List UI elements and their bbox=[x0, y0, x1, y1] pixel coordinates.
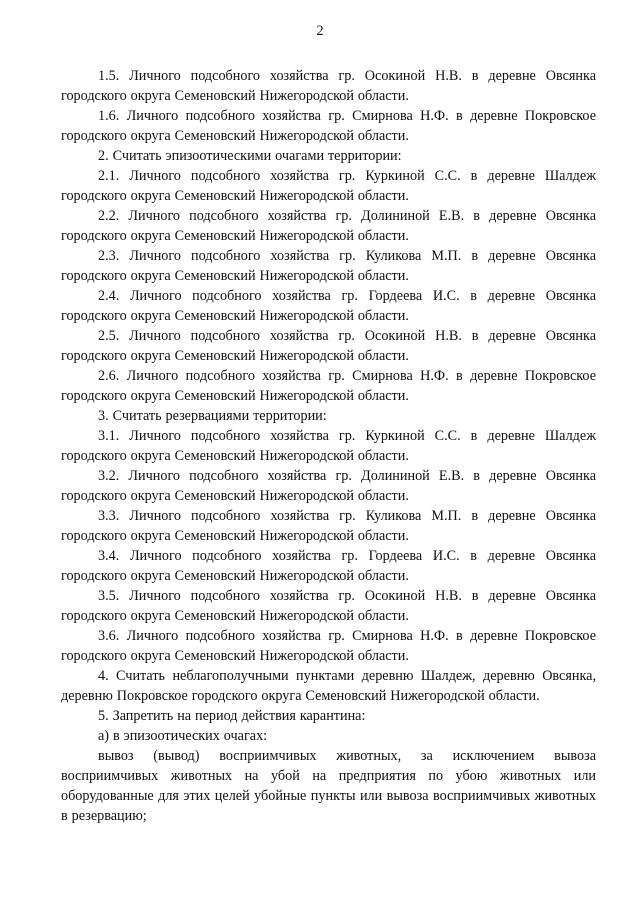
list-item-text: Личного подсобного хозяйства гр. Осокиной Н.В. в деревне Овсянка bbox=[129, 588, 596, 604]
list-item-text: Личного подсобного хозяйства гр. Гордеева И.С. в деревне Овсянка bbox=[129, 288, 597, 304]
list-item-number: 2.6. bbox=[98, 368, 120, 384]
list-item-second-line: городского округа Семеновский Нижегородской области. bbox=[61, 528, 409, 544]
page-number: 2 bbox=[316, 23, 324, 39]
list-item-first-line bbox=[61, 626, 596, 646]
list-item bbox=[61, 466, 596, 506]
list-item-text: Личного подсобного хозяйства гр. Смирнова Н.Ф. в деревне Покровское bbox=[126, 108, 596, 124]
list-item-first-line bbox=[61, 326, 596, 346]
list-item bbox=[61, 286, 596, 326]
list-item-number: 3.5. bbox=[98, 588, 120, 604]
list-item bbox=[61, 106, 596, 146]
list-item-number: 3.6. bbox=[98, 628, 120, 644]
list-item-text: Личного подсобного хозяйства гр. Смирнова Н.Ф. в деревне Покровское bbox=[126, 368, 596, 384]
list-item-number: 3.4. bbox=[98, 548, 120, 564]
list-item-text: Личного подсобного хозяйства гр. Смирнова Н.Ф. в деревне Покровское bbox=[126, 628, 596, 644]
list-item-number: 2.1. bbox=[98, 168, 120, 184]
section-2-heading: 2. Считать эпизоотическими очагами территории: bbox=[98, 148, 402, 164]
list-item-number: 3.3. bbox=[98, 508, 120, 524]
list-item-number: 2.2. bbox=[98, 208, 120, 224]
list-item-second-line: городского округа Семеновский Нижегородской области. bbox=[61, 228, 409, 244]
section-5-heading: 5. Запретить на период действия карантина: bbox=[98, 708, 366, 724]
list-item-second-line: городского округа Семеновский Нижегородской области. bbox=[61, 188, 409, 204]
list-item-second-line: городского округа Семеновский Нижегородской области. bbox=[61, 488, 409, 504]
list-item-text: Личного подсобного хозяйства гр. Долининой Е.В. в деревне Овсянка bbox=[128, 468, 596, 484]
list-item bbox=[61, 66, 596, 106]
list-item-first-line bbox=[61, 66, 596, 86]
list-item-first-line bbox=[61, 506, 596, 526]
list-item-second-line: городского округа Семеновский Нижегородской области. bbox=[61, 128, 409, 144]
list-item-second-line: городского округа Семеновский Нижегородской области. bbox=[61, 608, 409, 624]
list-item bbox=[61, 166, 596, 206]
list-item bbox=[61, 206, 596, 246]
list-item-number: 2.4. bbox=[98, 288, 120, 304]
list-item-first-line bbox=[61, 246, 596, 266]
list-item bbox=[61, 246, 596, 286]
list-item-number: 3.1. bbox=[98, 428, 120, 444]
list-item-second-line: городского округа Семеновский Нижегородской области. bbox=[61, 648, 409, 664]
list-item-first-line bbox=[61, 286, 596, 306]
list-item bbox=[61, 626, 596, 666]
list-item-text: Личного подсобного хозяйства гр. Долининой Е.В. в деревне Овсянка bbox=[128, 208, 596, 224]
document-body bbox=[61, 66, 596, 826]
list-item-text: Личного подсобного хозяйства гр. Гордеева И.С. в деревне Овсянка bbox=[129, 548, 597, 564]
list-item-text: Личного подсобного хозяйства гр. Куликова М.П. в деревне Овсянка bbox=[129, 508, 596, 524]
items-section-3 bbox=[61, 426, 596, 666]
list-item-number: 1.6. bbox=[98, 108, 120, 124]
list-item-second-line: городского округа Семеновский Нижегородской области. bbox=[61, 448, 409, 464]
list-item-text: Личного подсобного хозяйства гр. Куркиной С.С. в деревне Шалдеж bbox=[129, 168, 596, 184]
list-item-first-line bbox=[61, 586, 596, 606]
list-item bbox=[61, 366, 596, 406]
list-item bbox=[61, 586, 596, 626]
list-item-first-line bbox=[61, 426, 596, 446]
list-item-first-line bbox=[61, 366, 596, 386]
list-item-second-line: городского округа Семеновский Нижегородской области. bbox=[61, 568, 409, 584]
section-5a-heading: а) в эпизоотических очагах: bbox=[98, 728, 268, 744]
section-3-heading: 3. Считать резервациями территории: bbox=[98, 408, 327, 424]
list-item-first-line bbox=[61, 546, 596, 566]
items-section-1 bbox=[61, 66, 596, 146]
list-item-second-line: городского округа Семеновский Нижегородской области. bbox=[61, 388, 409, 404]
section-4-paragraph: 4. Считать неблагополучными пунктами деревню Шалдеж, деревню Овсянка, деревню Покровское городского округа Семеновский Нижегородской области. bbox=[61, 668, 596, 704]
list-item-number: 1.5. bbox=[98, 68, 120, 84]
list-item bbox=[61, 546, 596, 586]
list-item-number: 3.2. bbox=[98, 468, 120, 484]
section-5a-paragraph: вывоз (вывод) восприимчивых животных, за исключением вывоза восприимчивых животных на убой на предприятия по убою животных или оборудованные для этих целей убойные пункты или вывоза восприимчивых животных в резервацию; bbox=[61, 748, 596, 824]
list-item-number: 2.5. bbox=[98, 328, 120, 344]
list-item bbox=[61, 506, 596, 546]
list-item bbox=[61, 426, 596, 466]
list-item-first-line bbox=[61, 106, 596, 126]
list-item-second-line: городского округа Семеновский Нижегородской области. bbox=[61, 308, 409, 324]
list-item-first-line bbox=[61, 166, 596, 186]
list-item-second-line: городского округа Семеновский Нижегородской области. bbox=[61, 88, 409, 104]
list-item-second-line: городского округа Семеновский Нижегородской области. bbox=[61, 348, 409, 364]
list-item-first-line bbox=[61, 206, 596, 226]
list-item-first-line bbox=[61, 466, 596, 486]
list-item-text: Личного подсобного хозяйства гр. Куликова М.П. в деревне Овсянка bbox=[129, 248, 596, 264]
list-item-text: Личного подсобного хозяйства гр. Осокиной Н.В. в деревне Овсянка bbox=[129, 328, 596, 344]
list-item bbox=[61, 326, 596, 366]
list-item-text: Личного подсобного хозяйства гр. Осокиной Н.В. в деревне Овсянка bbox=[129, 68, 596, 84]
list-item-number: 2.3. bbox=[98, 248, 120, 264]
list-item-second-line: городского округа Семеновский Нижегородской области. bbox=[61, 268, 409, 284]
items-section-2 bbox=[61, 166, 596, 406]
list-item-text: Личного подсобного хозяйства гр. Куркиной С.С. в деревне Шалдеж bbox=[129, 428, 596, 444]
